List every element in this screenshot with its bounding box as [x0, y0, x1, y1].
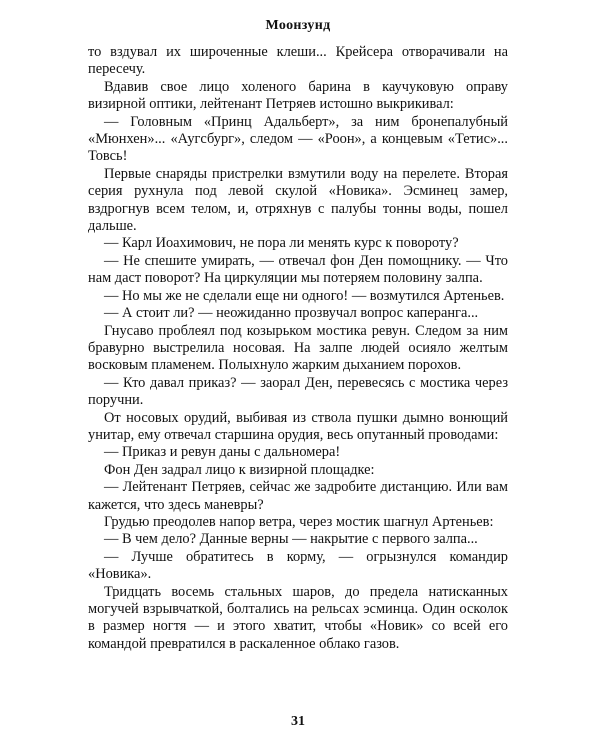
- dialogue-line: — Головным «Принц Адальберт», за ним бронепалубный «Мюнхен»... «Аугсбург», следом — «Роон», а концевым «Тетис»... Товсь!: [88, 113, 508, 165]
- book-page: [88, 0, 508, 750]
- page-number: 31: [291, 714, 305, 729]
- dialogue-line: — Карл Иоахимович, не пора ли менять курс к повороту?: [104, 235, 459, 252]
- dialogue-line: — Лучше обратитесь в корму, — огрызнулся командир «Новика».: [88, 548, 508, 583]
- paragraph: Вдавив свое лицо холеного барина в каучуковую оправу визирной оптики, лейтенант Петряев истошно выкрикивал:: [88, 78, 508, 113]
- paragraph: Первые снаряды пристрелки взмутили воду на перелете. Вторая серия рухнула под левой скулой «Новика». Эсминец замер, вздрогнув всем телом, и, отряхнув с палубы тонны воды, пошел дальше.: [88, 165, 508, 235]
- dialogue-line: — Приказ и ревун даны с дальномера!: [104, 444, 341, 461]
- paragraph: Тридцать восемь стальных шаров, до предела натисканных могучей взрывчаткой, болтались на рельсах эсминца. Один осколок в размер ногтя — и этого хватит, чтобы «Новик» со всей его командой превратился в раскаленное облако газов.: [88, 583, 508, 652]
- dialogue-line: — Но мы же не сделали еще ни одного! — возмутился Артеньев.: [104, 287, 505, 304]
- dialogue-line: — Кто давал приказ? — заорал Ден, перевесясь с мостика через поручни.: [88, 374, 508, 409]
- dialogue-line: — А стоит ли? — неожиданно прозвучал вопрос каперанга...: [104, 305, 479, 322]
- paragraph: Гнусаво проблеял под козырьком мостика ревун. Следом за ним бравурно выстрелила носовая. На залпе людей осияло желтым восковым пламенем. Полыхнуло жарким дыханием порохов.: [88, 322, 508, 374]
- paragraph-continued: то вздувал их широченные клеши... Крейсера отворачивали на пересечу.: [88, 44, 508, 78]
- paragraph: От носовых орудий, выбивая из ствола пушки дымно вонющий унитар, ему отвечал старшина орудия, весь опутанный проводами:: [88, 409, 508, 443]
- paragraph: Грудью преодолев напор ветра, через мостик шагнул Артеньев:: [104, 513, 494, 530]
- dialogue-line: — В чем дело? Данные верны — накрытие с первого залпа...: [104, 531, 478, 548]
- dialogue-line: — Не спешите умирать, — отвечал фон Ден помощнику. — Что нам даст поворот? На циркуляции мы потеряем половину залпа.: [88, 252, 508, 287]
- body-text: [88, 44, 508, 653]
- dialogue-line: — Лейтенант Петряев, сейчас же задробите дистанцию. Или вам кажется, что здесь маневры?: [88, 479, 508, 513]
- paragraph: Фон Ден задрал лицо к визирной площадке:: [104, 461, 375, 478]
- running-title: Моонзунд: [265, 18, 331, 33]
